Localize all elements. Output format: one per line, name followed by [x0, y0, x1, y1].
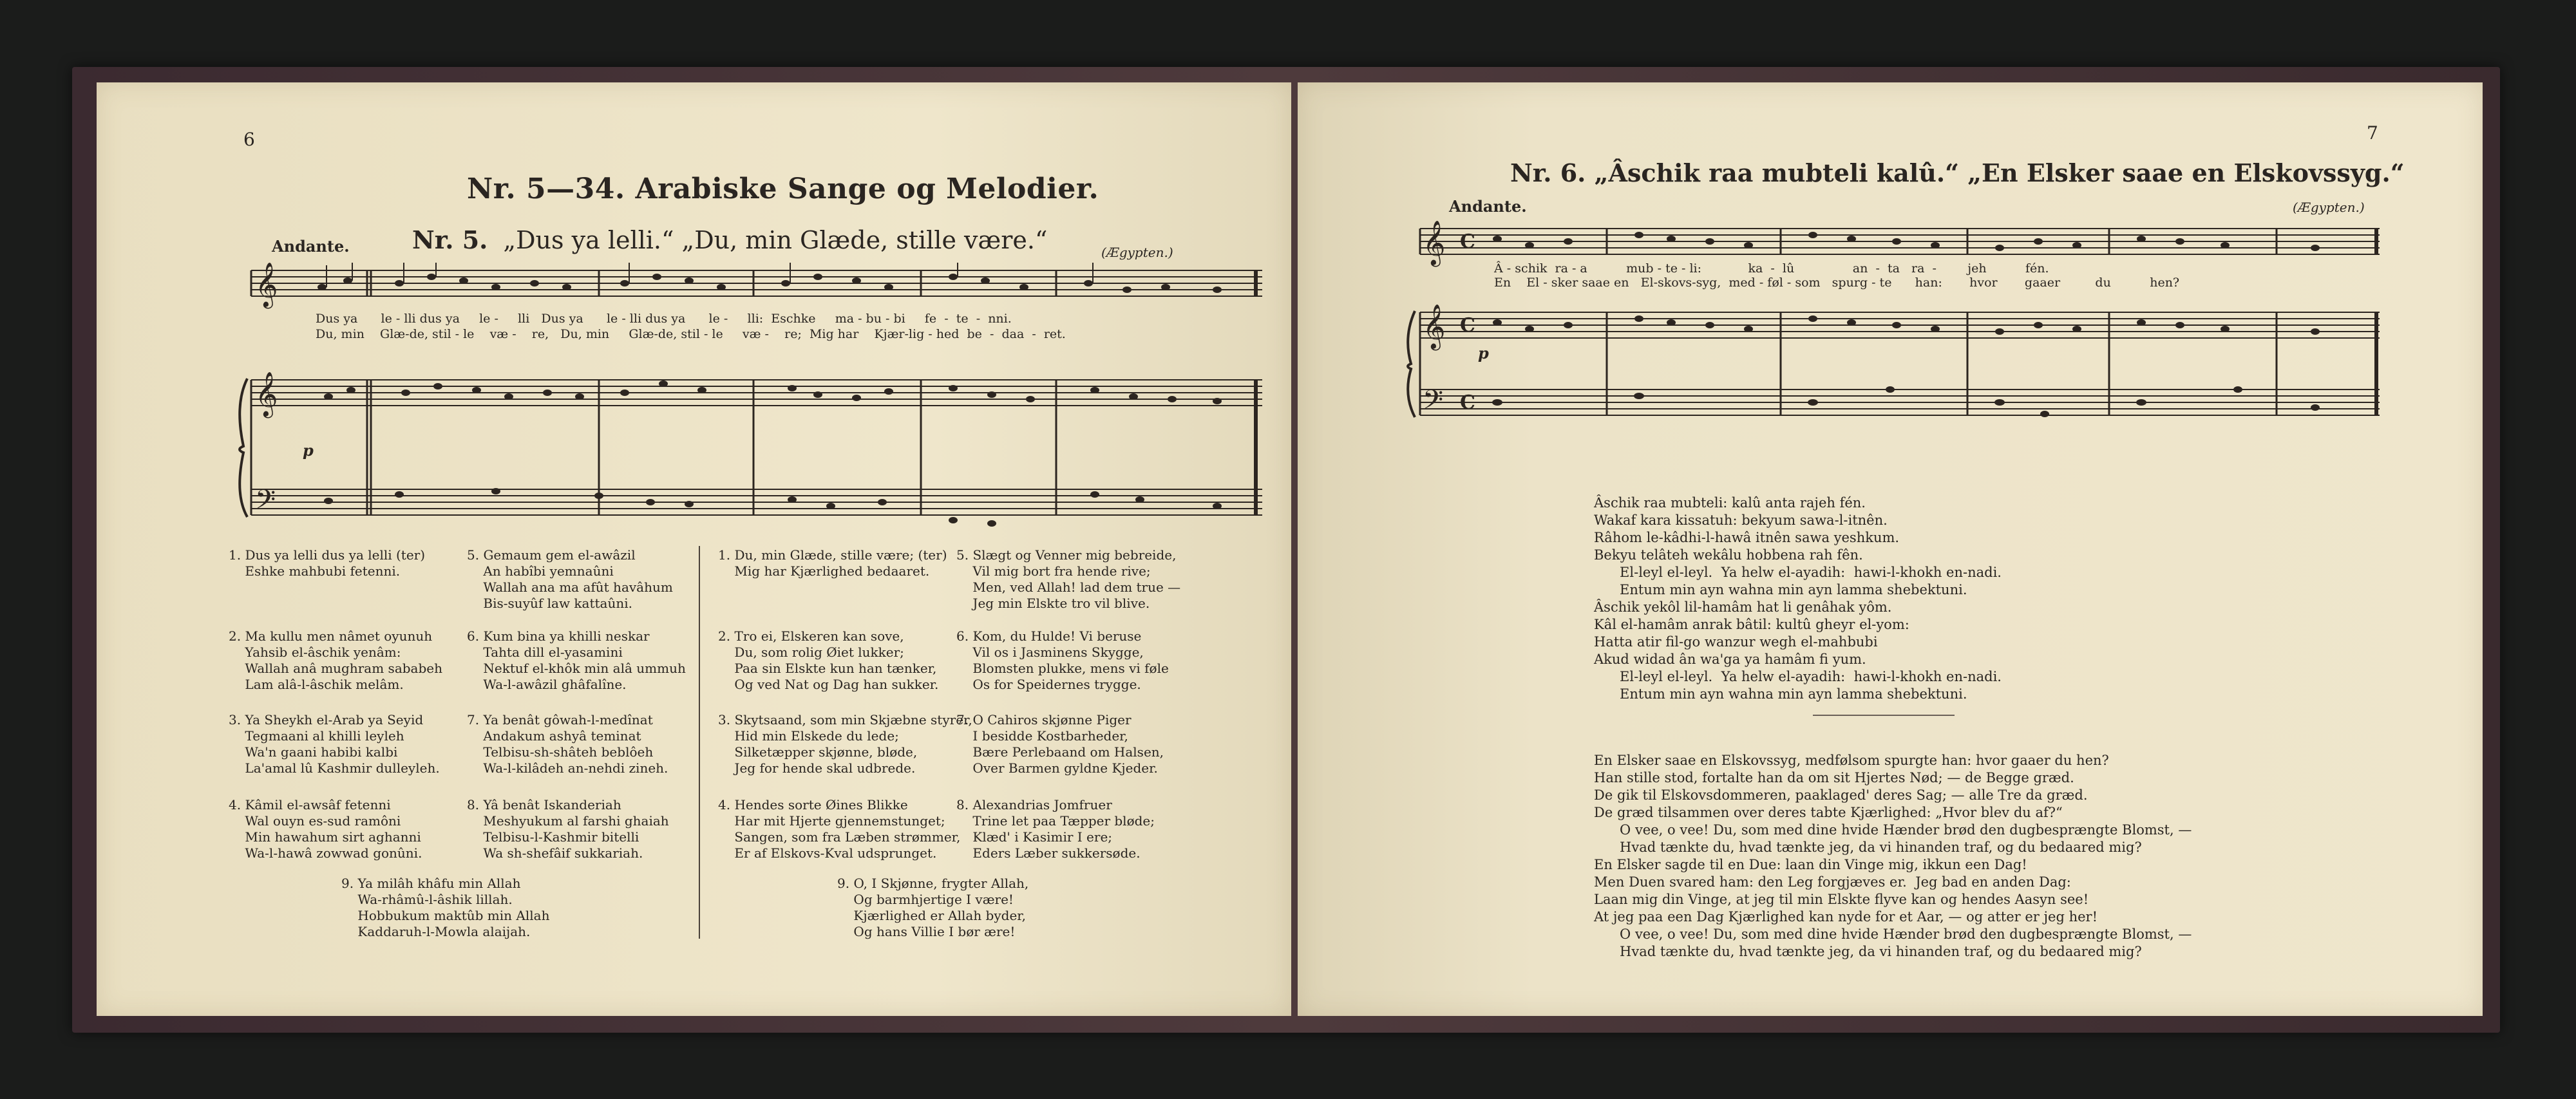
verse-ar-1: 1. Dus ya lelli dus ya lelli (ter) Eshke mahbubi fetenni.: [229, 547, 426, 579]
column-divider: [699, 546, 700, 939]
bass-clef-icon: 𝄢: [255, 484, 276, 521]
piano-bass-staff: [1420, 390, 2380, 415]
sheet-music-nr6: [1401, 221, 2405, 478]
verse-da-9: 9. O, I Skjønne, frygter Allah, Og barmhjertige I være! Kjærlighed er Allah byder, Og hans Villie I bør ære!: [837, 876, 1029, 939]
verse-da-4: 4. Hendes sorte Øines Blikke Har mit Hjerte gjennemstunget; Sangen, som fra Læben strømmer, Er af Elskovs-Kval udsprunget.: [718, 797, 961, 861]
page-number-right: 7: [2367, 122, 2378, 144]
lyrics-arabic-nr5: Dus ya le - lli dus ya le - lli Dus ya le - lli dus ya le - lli: Eschke ma - bu - bi fe - te - nni.: [316, 312, 1012, 326]
page-number-left: 6: [243, 129, 255, 150]
tempo-marking-left: Andante.: [272, 237, 350, 256]
lyrics-danish-nr6: En El - sker saae en El-skovs-syg, med - føl - som spurg - te han: hvor gaaer du hen?: [1494, 276, 2180, 290]
left-page: [97, 82, 1291, 1016]
sheet-music-nr5: [238, 263, 1282, 585]
time-signature-icon: C: [1460, 230, 1475, 253]
barlines: [1420, 229, 2376, 415]
collection-heading: Nr. 5—34. Arabiske Sange og Melodier.: [467, 173, 1099, 205]
verse-da-3: 3. Skytsaand, som min Skjæbne styrer, Hid min Elskede du lede; Silketæpper skjønne, bløde, Jeg for hende skal udbrede.: [718, 712, 972, 776]
bass-clef-icon: 𝄢: [1423, 384, 1444, 422]
song-number-nr5: Nr. 5.: [412, 225, 488, 254]
section-divider: [1813, 715, 1955, 716]
dynamic-mark-piano: p: [303, 441, 314, 460]
origin-note-right: (Ægypten.): [2293, 200, 2365, 215]
verse-da-1: 1. Du, min Glæde, stille være; (ter) Mig har Kjærlighed bedaaret.: [718, 547, 947, 579]
origin-note-left: (Ægypten.): [1101, 245, 1173, 260]
verse-ar-8: 8. Yâ benât Iskanderiah Meshyukum al farshi ghaiah Telbisu-l-Kashmir bitelli Wa sh-shefâif sukkariah.: [467, 797, 669, 861]
verse-da-5: 5. Slægt og Venner mig bebreide, Vil mig bort fra hende rive; Men, ved Allah! lad dem true — Jeg min Elskte tro vil blive.: [956, 547, 1181, 611]
verse-ar-9: 9. Ya milâh khâfu min Allah Wa-rhâmû-l-âshik lillah. Hobbukum maktûb min Allah Kaddaruh-l-Mowla alaijah.: [341, 876, 550, 939]
tempo-marking-right: Andante.: [1449, 197, 1527, 216]
arabic-text-nr6: Âschik raa mubteli: kalû anta rajeh fén. Wakaf kara kissatuh: bekyum sawa-l-itnên. Râhom le-kâdhi-l-hawâ itnên sawa yeshkum. Bekyu telâteh wekâlu hobbena rah fên. El-leyl el-leyl. Ya helw el-ayadih: hawi-l-khokh en-nadi. Entum min ayn wahna min ayn lamma shebektuni. Âschik yekôl lil-hamâm hat li genâhak yôm. Kâl el-hamâm anrak bâtil: kultû gheyr el-yom: Hatta atir fil-go wanzur wegh el-mahbubi Akud widad ân wa'ga ya hamâm fi yum. El-leyl el-leyl. Ya helw el-ayadih: hawi-l-khokh en-nadi. Entum min ayn wahna min ayn lamma shebektuni.: [1594, 495, 2002, 702]
song-name-nr5: „Dus ya lelli.“ „Du, min Glæde, stille være.“: [503, 226, 1048, 254]
right-page: [1298, 82, 2483, 1016]
danish-text-nr6: En Elsker saae en Elskovssyg, medfølsom spurgte han: hvor gaaer du hen? Han stille stod, fortalte han da om sit Hjertes Nød; — de Begge græd. De gik til Elskovsdommeren, paaklaged' deres Sag; — alle Tre da græd. De græd tilsammen over deres tabte Kjærlighed: „Hvor blev du af?“ O vee, o vee! Du, som med dine hvide Hænder brød den dugbesprængte Blomst, — Hvad tænkte du, hvad tænkte jeg, da vi hinanden traf, og du bedaared mig? En Elsker sagde til en Due: laan din Vinge mig, ikkun een Dag! Men Duen svared ham: den Leg forgjæves er. Jeg bad en anden Dag: Laan mig din Vinge, at jeg til min Elskte flyve kan og hendes Aasyn see! At jeg paa een Dag Kjærlighed kan nyde for et Aar, — og atter er jeg her! O vee, o vee! Du, som med dine hvide Hænder brød den dugbesprængte Blomst, — Hvad tænkte du, hvad tænkte jeg, da vi hinanden traf, og du bedaared mig?: [1594, 753, 2192, 959]
treble-clef-icon: 𝄞: [255, 263, 278, 307]
verse-ar-7: 7. Ya benât gôwah-l-medînat Andakum ashyâ teminat Telbisu-sh-shâteh beblôeh Wa-l-kilâdeh an-nehdi zineh.: [467, 712, 668, 776]
verse-da-7: 7. O Cahiros skjønne Piger I besidde Kostbarheder, Bære Perlebaand om Halsen, Over Barmen gyldne Kjeder.: [956, 712, 1164, 776]
lyrics-danish-nr5: Du, min Glæ-de, stil - le væ - re, Du, min Glæ-de, stil - le væ - re; Mig har Kjær-lig - hed be - daa - ret.: [316, 327, 1066, 341]
grand-staff-brace: [1408, 311, 1415, 417]
verse-ar-5: 5. Gemaum gem el-awâzil An habîbi yemnaûni Wallah ana ma afût havâhum Bis-suyûf law kattaûni.: [467, 547, 673, 611]
treble-clef-icon: 𝄞: [255, 371, 278, 417]
verse-da-2: 2. Tro ei, Elskeren kan sove, Du, som rolig Øiet lukker; Paa sin Elskte kun han tænker, Og ved Nat og Dag han sukker.: [718, 628, 939, 692]
piano-notes: [324, 380, 1222, 527]
verse-ar-3: 3. Ya Sheykh el-Arab ya Seyid Tegmaani al khilli leyleh Wa'n gaani habibi kalbi La'amal lû Kashmir dulleyleh.: [229, 712, 440, 776]
verse-ar-6: 6. Kum bina ya khilli neskar Tahta dill el-yasamini Nektuf el-khôk min alâ ummuh Wa-l-awâzil ghâfalîne.: [467, 628, 686, 692]
verse-da-8: 8. Alexandrias Jomfruer Trine let paa Tæpper bløde; Klæd' i Kasimir I ere; Eders Læber sukkersøde.: [956, 797, 1155, 861]
song-title-nr6: Nr. 6. „Âschik raa mubteli kalû.“ „En Elsker saae en Elskovssyg.“: [1510, 158, 2405, 187]
song-title-nr5: [412, 225, 1047, 254]
dynamic-mark-piano: p: [1478, 344, 1489, 362]
time-signature-icon: C: [1460, 314, 1475, 337]
grand-staff-brace: [240, 379, 247, 517]
verse-da-6: 6. Kom, du Hulde! Vi beruse Vil os i Jasminens Skygge, Blomsten plukke, mens vi føle Os for Speidernes trygge.: [956, 628, 1169, 692]
verse-ar-4: 4. Kâmil el-awsâf fetenni Wal ouyn es-sud ramôni Min hawahum sirt aghanni Wa-l-hawâ zowwad gonûni.: [229, 797, 422, 861]
time-signature-icon: C: [1460, 391, 1475, 414]
verse-ar-2: 2. Ma kullu men nâmet oyunuh Yahsib el-âschik yenâm: Wallah anâ mughram sababeh Lam alâ-l-âschik melâm.: [229, 628, 442, 692]
lyrics-arabic-nr6: Â - schik ra - a mub - te - li: ka - lû an - ta ra - jeh fén.: [1494, 261, 2049, 276]
treble-clef-icon: 𝄞: [1423, 304, 1446, 349]
treble-clef-icon: 𝄞: [1423, 221, 1446, 265]
